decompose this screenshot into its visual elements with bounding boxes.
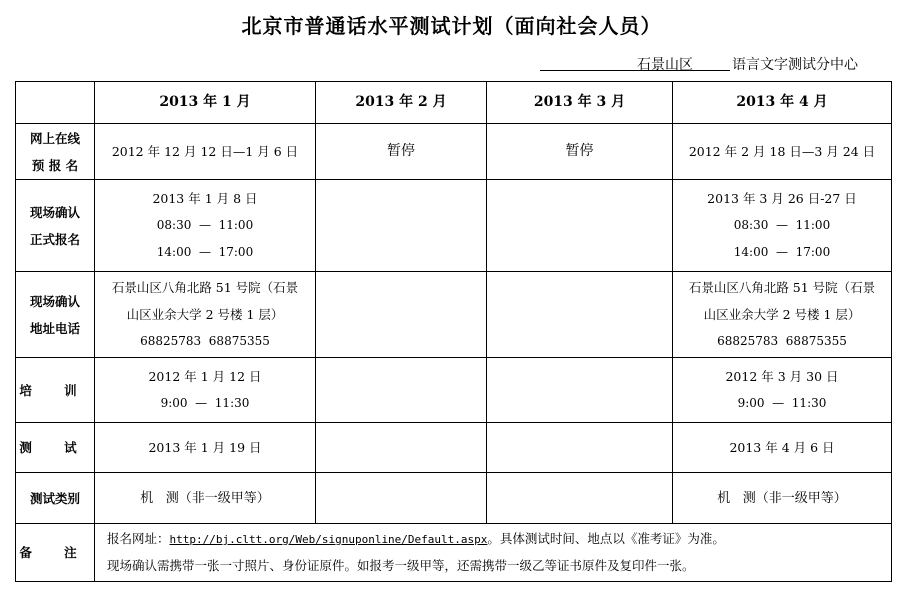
cell-onsite-feb bbox=[316, 180, 487, 272]
notes-line-2: 现场确认需携带一张一寸照片、身份证原件。如报考一级甲等，还需携带一级乙等证书原件及复印件一张。 bbox=[107, 558, 695, 573]
cell-address-apr: 石景山区八角北路 51 号院（石景 山区业余大学 2 号楼 1 层） 68825783 68875355 bbox=[673, 272, 892, 358]
cell-online-mar: 暂停 bbox=[487, 124, 673, 180]
month-header-jan: 2013 年 1 月 bbox=[95, 82, 316, 124]
month-header-feb: 2013 年 2 月 bbox=[316, 82, 487, 124]
table-row bbox=[16, 180, 892, 272]
cell-address-jan: 石景山区八角北路 51 号院（石景 山区业余大学 2 号楼 1 层） 68825783 68875355 bbox=[95, 272, 316, 358]
row-label-training: 培 训 bbox=[16, 358, 95, 423]
cell-type-feb bbox=[316, 473, 487, 524]
center-name: 语言文字测试分中心 bbox=[732, 57, 858, 73]
cell-type-apr: 机 测（非一级甲等） bbox=[673, 473, 892, 524]
cell-onsite-mar bbox=[487, 180, 673, 272]
table-row bbox=[16, 473, 892, 524]
cell-online-feb: 暂停 bbox=[316, 124, 487, 180]
schedule-table bbox=[15, 81, 892, 582]
table-row bbox=[16, 358, 892, 423]
cell-online-jan: 2012 年 12 月 12 日—1 月 6 日 bbox=[95, 124, 316, 180]
row-label-test: 测 试 bbox=[16, 423, 95, 473]
subtitle bbox=[540, 54, 885, 76]
cell-type-jan: 机 测（非一级甲等） bbox=[95, 473, 316, 524]
cell-training-mar bbox=[487, 358, 673, 423]
district-name: 石景山区 bbox=[540, 54, 730, 71]
row-label-notes: 备 注 bbox=[16, 524, 95, 582]
cell-test-mar bbox=[487, 423, 673, 473]
cell-test-jan: 2013 年 1 月 19 日 bbox=[95, 423, 316, 473]
cell-test-feb bbox=[316, 423, 487, 473]
cell-training-apr: 2012 年 3 月 30 日 9:00 — 11:30 bbox=[673, 358, 892, 423]
cell-address-feb bbox=[316, 272, 487, 358]
cell-online-apr: 2012 年 2 月 18 日—3 月 24 日 bbox=[673, 124, 892, 180]
row-label-online: 网上在线 预 报 名 bbox=[16, 124, 95, 180]
cell-address-mar bbox=[487, 272, 673, 358]
table-row bbox=[16, 423, 892, 473]
month-header-apr: 2013 年 4 月 bbox=[673, 82, 892, 124]
notes-line-1: 报名网址：http://bj.cltt.org/Web/signuponline/Default.aspx。具体测试时间、地点以《准考证》为准。 bbox=[107, 531, 725, 546]
row-label-type: 测试类别 bbox=[16, 473, 95, 524]
cell-onsite-jan: 2013 年 1 月 8 日 08:30 — 11:00 14:00 — 17:00 bbox=[95, 180, 316, 272]
cell-onsite-apr: 2013 年 3 月 26 日-27 日 08:30 — 11:00 14:00 — 17:00 bbox=[673, 180, 892, 272]
corner-cell bbox=[16, 82, 95, 124]
signup-url-link[interactable]: http://bj.cltt.org/Web/signuponline/Default.aspx bbox=[169, 533, 488, 546]
cell-training-feb bbox=[316, 358, 487, 423]
cell-training-jan: 2012 年 1 月 12 日 9:00 — 11:30 bbox=[95, 358, 316, 423]
table-row bbox=[16, 272, 892, 358]
table-row bbox=[16, 124, 892, 180]
cell-test-apr: 2013 年 4 月 6 日 bbox=[673, 423, 892, 473]
page-title: 北京市普通话水平测试计划（面向社会人员） bbox=[241, 14, 662, 38]
table-row bbox=[16, 524, 892, 582]
row-label-address: 现场确认 地址电话 bbox=[16, 272, 95, 358]
cell-notes bbox=[95, 524, 892, 582]
row-label-onsite: 现场确认 正式报名 bbox=[16, 180, 95, 272]
month-header-mar: 2013 年 3 月 bbox=[487, 82, 673, 124]
header-row bbox=[16, 82, 892, 124]
cell-type-mar bbox=[487, 473, 673, 524]
